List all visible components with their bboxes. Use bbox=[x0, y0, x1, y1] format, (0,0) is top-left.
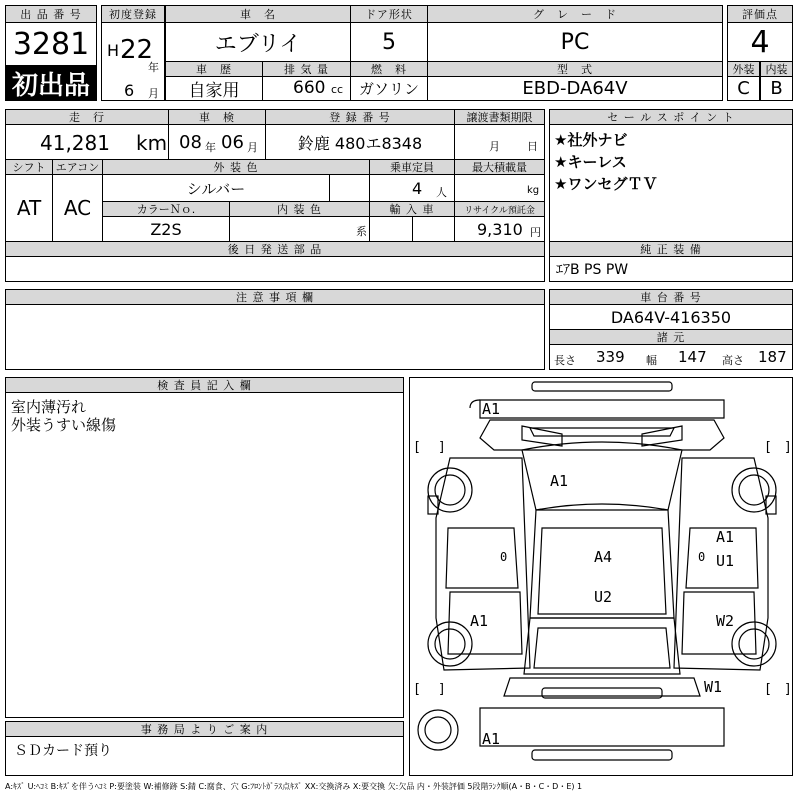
length-value: 339 bbox=[596, 348, 625, 366]
max-load-box bbox=[454, 174, 545, 202]
first-reg-month: 6 bbox=[124, 81, 135, 100]
max-load-label: 最大積載量 bbox=[454, 159, 545, 175]
recycle-unit: 円 bbox=[530, 226, 541, 239]
int-color-unit: 系 bbox=[356, 225, 367, 238]
car-name: エブリイ bbox=[165, 22, 351, 62]
inspection-label: 車 検 bbox=[168, 109, 266, 125]
shift-label: シフト bbox=[5, 159, 53, 175]
ext-color-extra bbox=[329, 174, 370, 202]
aircon-label: エアコン bbox=[52, 159, 103, 175]
width-value: 147 bbox=[678, 348, 707, 366]
import-cell-b bbox=[412, 216, 455, 242]
inspector-note: 外装うすい線傷 bbox=[11, 416, 117, 434]
interior-score-label: 内装 bbox=[760, 61, 793, 77]
damage-mark: A4 bbox=[594, 548, 613, 566]
genuine-equipment-label: 純 正 装 備 bbox=[549, 241, 793, 257]
zero-mark: 0 bbox=[698, 550, 706, 564]
sales-points-box bbox=[549, 124, 793, 242]
shift: AT bbox=[5, 174, 53, 242]
history: 自家用 bbox=[165, 76, 263, 101]
mileage-unit: km bbox=[136, 131, 168, 155]
bracket-mark: [ bbox=[413, 440, 421, 455]
notes-label: 注 意 事 項 欄 bbox=[5, 289, 545, 305]
history-label: 車 歴 bbox=[165, 61, 263, 77]
transfer-day-unit: 日 bbox=[527, 140, 538, 153]
import-label: 輸 入 車 bbox=[369, 201, 455, 217]
lot-label: 出 品 番 号 bbox=[5, 5, 97, 23]
lot-number: 3281 bbox=[5, 22, 97, 66]
score-label: 評価点 bbox=[727, 5, 793, 23]
width-label: 幅 bbox=[646, 354, 657, 367]
inspection-year: 08 bbox=[179, 132, 202, 153]
length-label: 長さ bbox=[554, 354, 576, 367]
ext-color: シルバー bbox=[102, 174, 330, 202]
score: 4 bbox=[727, 22, 793, 62]
specs-label: 諸 元 bbox=[549, 329, 793, 345]
capacity-box bbox=[369, 174, 455, 202]
specs-box bbox=[549, 344, 793, 370]
displacement-label: 排 気 量 bbox=[262, 61, 351, 77]
fuel: ガソリン bbox=[350, 76, 428, 101]
sales-point-item: ★社外ナビ bbox=[554, 131, 628, 149]
recycle-box bbox=[454, 216, 545, 242]
capacity-label: 乗車定員 bbox=[369, 159, 455, 175]
inspection-month-unit: 月 bbox=[247, 141, 258, 154]
fuel-label: 燃 料 bbox=[350, 61, 428, 77]
chassis-label: 車 台 番 号 bbox=[549, 289, 793, 305]
sales-point-item: ★キーレス bbox=[554, 153, 627, 171]
displacement: 660 bbox=[293, 78, 326, 98]
inspection-year-unit: 年 bbox=[205, 141, 216, 154]
car-name-label: 車 名 bbox=[165, 5, 351, 23]
door-type: 5 bbox=[350, 22, 428, 62]
chassis-number: DA64V-416350 bbox=[549, 304, 793, 330]
first-reg-label: 初度登録 bbox=[101, 5, 165, 23]
model-label: 型 式 bbox=[427, 61, 723, 77]
mileage-label: 走 行 bbox=[5, 109, 169, 125]
transfer-deadline-box bbox=[454, 124, 545, 160]
exterior-score: C bbox=[727, 76, 760, 101]
mileage-box bbox=[5, 124, 169, 160]
bracket-mark: ] bbox=[784, 440, 792, 455]
first-reg-year-unit: 年 bbox=[148, 61, 159, 74]
capacity: 4 bbox=[412, 179, 423, 198]
first-reg-era: H bbox=[107, 41, 120, 60]
bracket-mark: ] bbox=[438, 682, 446, 697]
damage-mark: A1 bbox=[470, 612, 489, 630]
legend: A:ｷｽﾞ U:ﾍｺﾐ B:ｷｽﾞを伴うﾍｺﾐ P:要塗装 W:補修跡 S:錆 C:腐食、穴 G:ﾌﾛﾝﾄｶﾞﾗｽ点ｷｽﾞ XX:交換済み X:要交換 欠:欠品 内・外装評価 5段階ﾗﾝｸ順(A・B・C・D・E) 1 bbox=[5, 782, 583, 791]
door-label: ドア形状 bbox=[350, 5, 428, 23]
first-reg-month-unit: 月 bbox=[148, 87, 159, 100]
int-color-box bbox=[229, 216, 370, 242]
inspection-box bbox=[168, 124, 266, 160]
sales-points-label: セ ー ル ス ポ イ ン ト bbox=[549, 109, 793, 125]
bracket-mark: ] bbox=[438, 440, 446, 455]
registration-number: 鈴鹿 480エ8348 bbox=[265, 124, 455, 160]
ext-color-label: 外 装 色 bbox=[102, 159, 370, 175]
recycle-fee: 9,310 bbox=[477, 220, 523, 239]
model: EBD-DA64V bbox=[427, 76, 723, 101]
registration-label: 登 録 番 号 bbox=[265, 109, 455, 125]
sales-point-item: ★ワンセグＴＶ bbox=[554, 175, 658, 193]
transfer-month-unit: 月 bbox=[489, 140, 500, 153]
recycle-label: リサイクル預託金 bbox=[454, 201, 545, 217]
height-value: 187 bbox=[758, 348, 787, 366]
damage-mark: U2 bbox=[594, 588, 613, 606]
bracket-mark: ] bbox=[784, 682, 792, 697]
inspection-month: 06 bbox=[221, 132, 244, 153]
zero-mark: 0 bbox=[500, 550, 508, 564]
damage-mark: A1 bbox=[482, 730, 501, 748]
bracket-mark: [ bbox=[413, 682, 421, 697]
max-load-unit: kg bbox=[527, 185, 540, 196]
bracket-mark: [ bbox=[764, 682, 772, 697]
grade: PC bbox=[427, 22, 723, 62]
damage-mark: W1 bbox=[704, 678, 723, 696]
office-message: ＳＤカード預り bbox=[14, 743, 112, 759]
bracket-mark: [ bbox=[764, 440, 772, 455]
displacement-box bbox=[262, 76, 351, 101]
first-listing-badge: 初出品 bbox=[5, 65, 97, 101]
aircon: AC bbox=[52, 174, 103, 242]
transfer-deadline-label: 譲渡書類期限 bbox=[454, 109, 545, 125]
import-cell-a bbox=[369, 216, 413, 242]
inspector-label: 検 査 員 記 入 欄 bbox=[5, 377, 404, 393]
damage-map bbox=[409, 377, 793, 776]
mileage: 41,281 bbox=[40, 131, 110, 155]
damage-mark: U1 bbox=[716, 552, 735, 570]
color-no: Z2S bbox=[102, 216, 230, 242]
grade-label: グ レ ー ド bbox=[427, 5, 723, 23]
exterior-score-label: 外装 bbox=[727, 61, 760, 77]
int-color-label: 内 装 色 bbox=[229, 201, 370, 217]
height-label: 高さ bbox=[722, 354, 744, 367]
damage-mark: A1 bbox=[550, 472, 569, 490]
car-diagram bbox=[410, 378, 794, 777]
first-reg-year: 22 bbox=[120, 35, 154, 65]
capacity-unit: 人 bbox=[436, 186, 447, 199]
office-label: 事 務 局 よ り ご 案 内 bbox=[5, 721, 404, 737]
damage-mark: W2 bbox=[716, 612, 735, 630]
damage-mark: A1 bbox=[716, 528, 735, 546]
damage-mark: A1 bbox=[482, 400, 501, 418]
inspector-note: 室内薄汚れ bbox=[11, 398, 87, 416]
inspector-box bbox=[5, 392, 404, 718]
interior-score: B bbox=[760, 76, 793, 101]
notes-box bbox=[5, 304, 545, 370]
genuine-equipment: ｴｱB PS PW bbox=[549, 256, 793, 282]
color-no-label: カラーＮｏ. bbox=[102, 201, 230, 217]
office-box bbox=[5, 736, 404, 776]
later-parts-box bbox=[5, 256, 545, 282]
later-parts-label: 後 日 発 送 部 品 bbox=[5, 241, 545, 257]
first-reg-box bbox=[101, 22, 165, 101]
displacement-unit: cc bbox=[331, 83, 344, 96]
